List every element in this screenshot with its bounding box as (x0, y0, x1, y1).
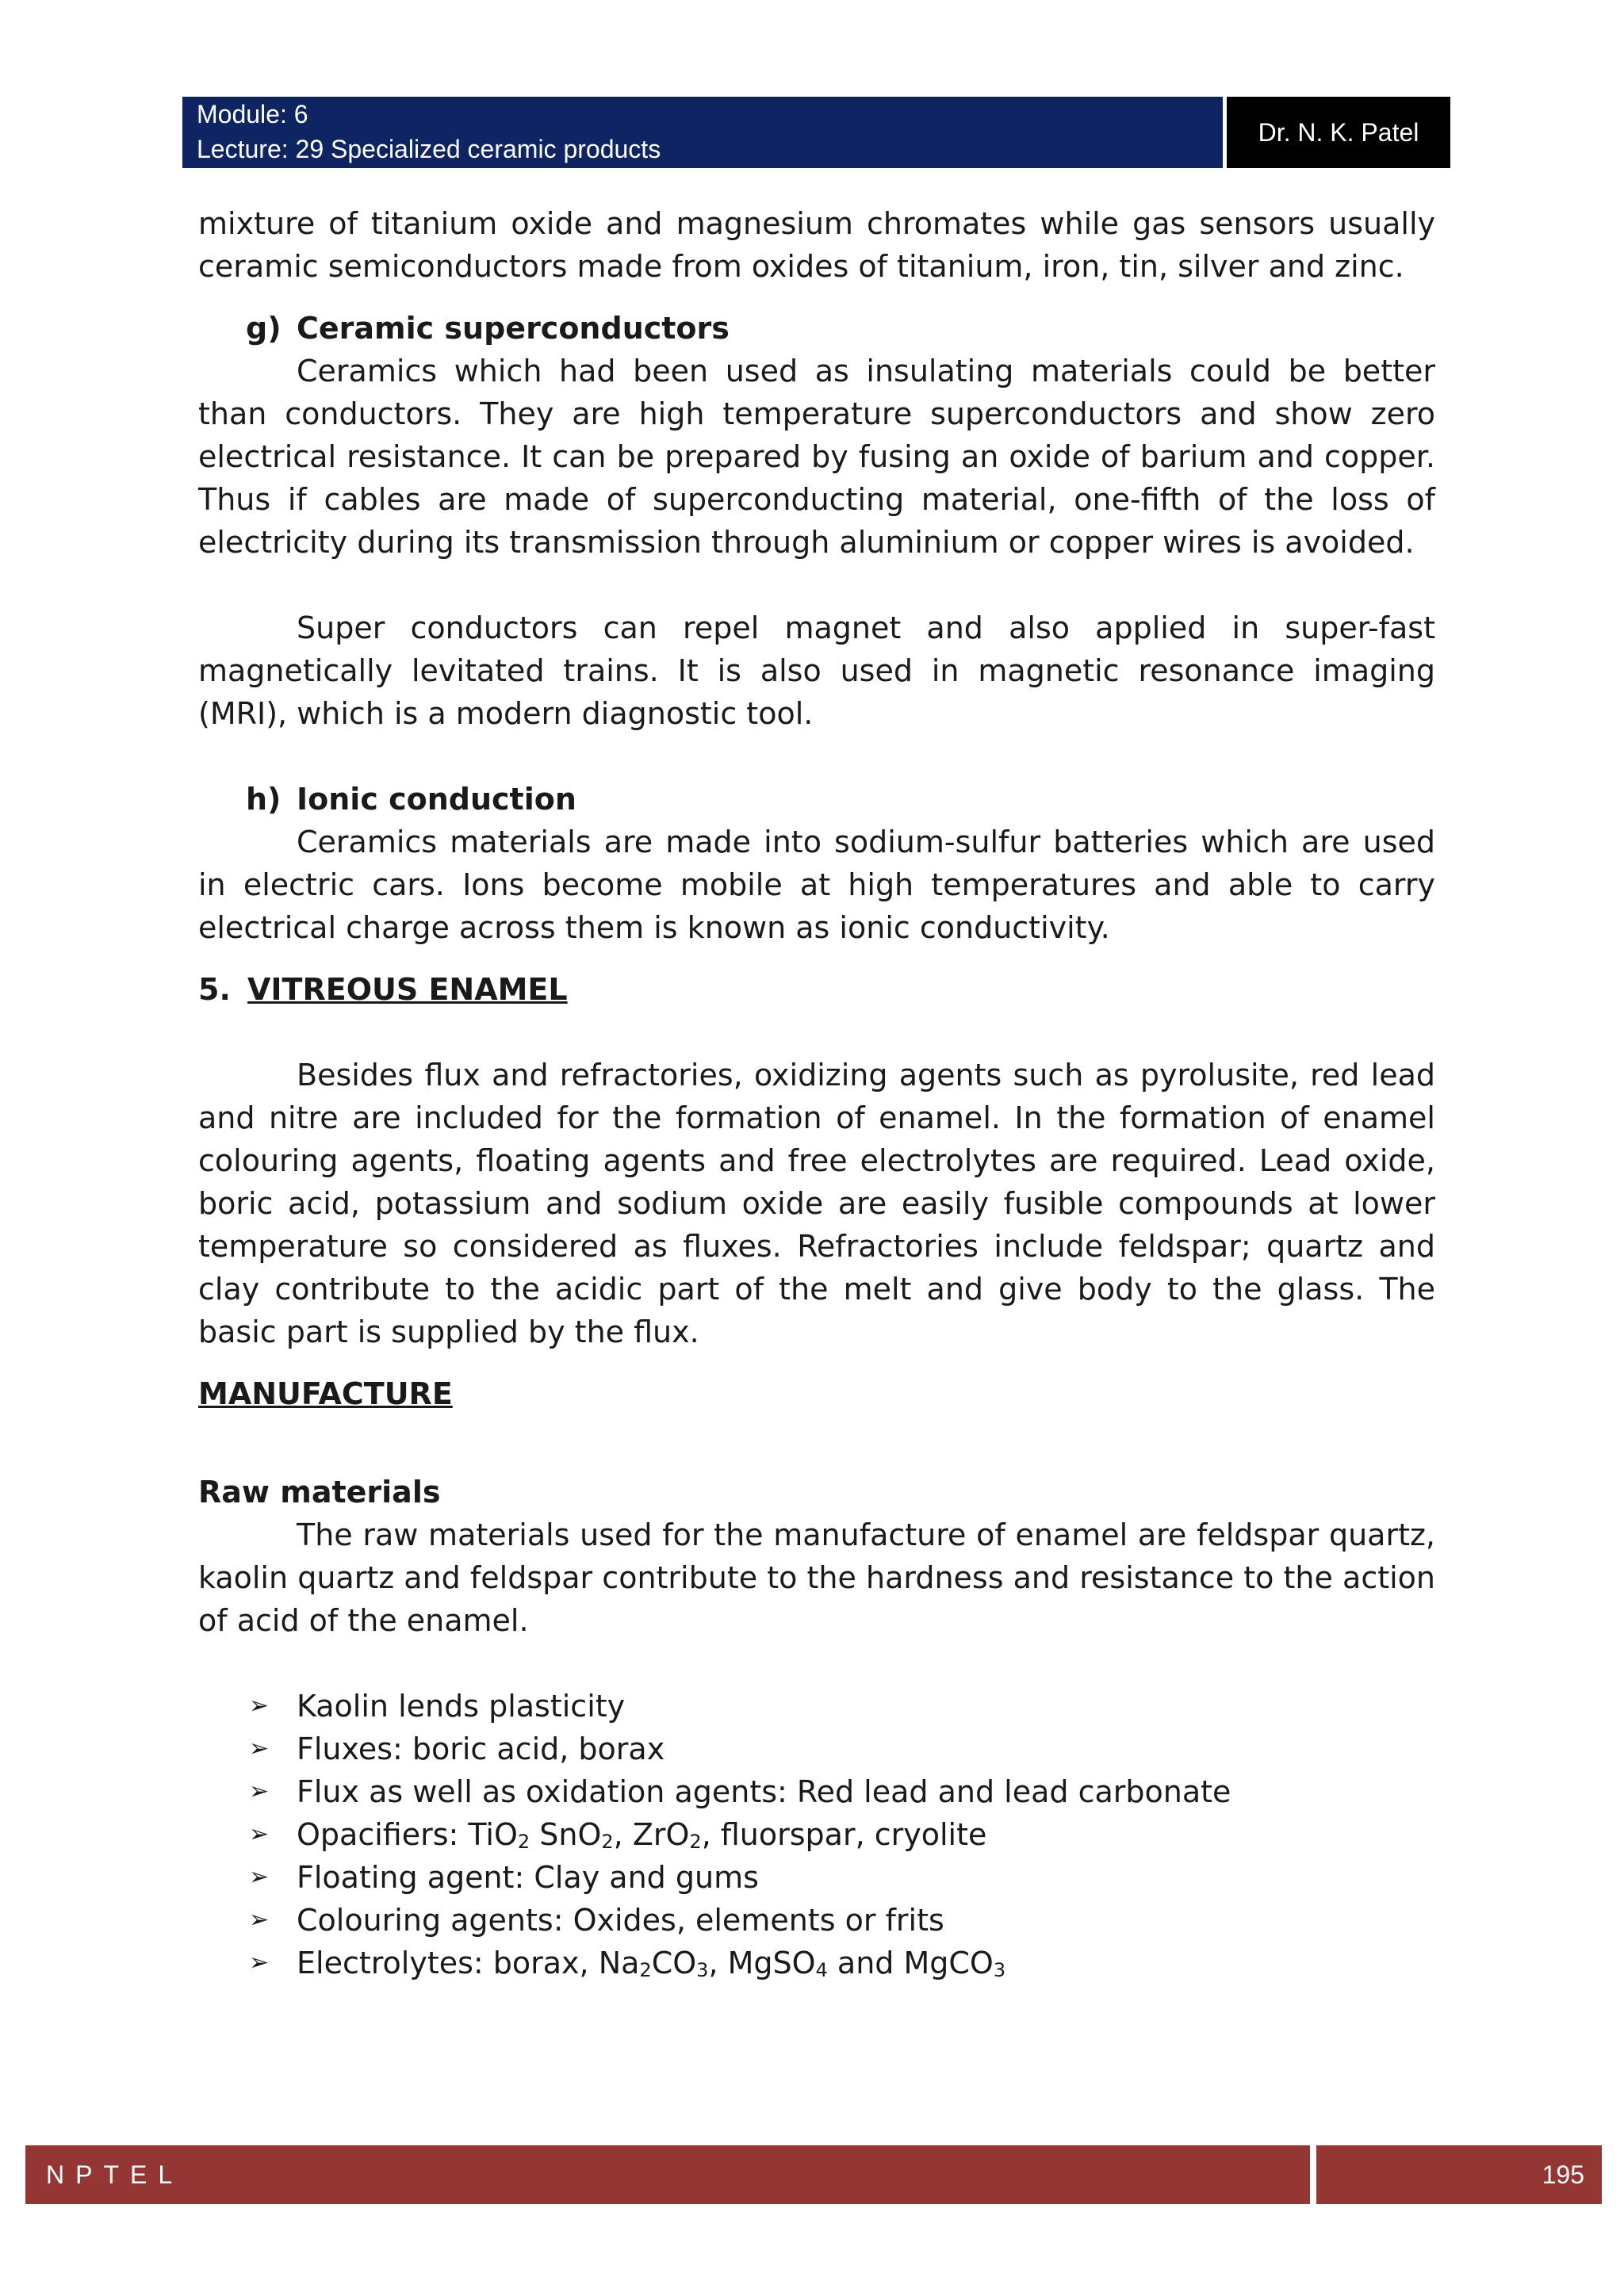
vitreous-enamel-paragraph: Besides flux and refractories, oxidizing agents such as pyrolusite, red lead and nitre are included for the formation of enamel. In the formation of enamel colouring agents, floating agents and free electrolytes are required. Lead oxide, boric acid, potassium and sodium oxide are easily fusible compounds at lower temperature so considered as fluxes. Refractories include feldspar; quartz and clay contribute to the acidic part of the melt and give body to the glass. The basic part is supplied by the flux. (198, 1058, 1435, 1349)
module-label: Module: 6 (197, 100, 308, 128)
list-item: ➢ Electrolytes: borax, $Na_2CO_3$, MgSO$_4$ and MgCO$_3$ (249, 1942, 1435, 1984)
section-title: VITREOUS ENAMEL (247, 972, 568, 1007)
arrow-bullet-icon: ➢ (249, 1777, 270, 1805)
heading-h-title: Ionic conduction (297, 782, 576, 817)
ionic-conduction-paragraph: Ceramics materials are made into sodium-sulfur batteries which are used in electric cars. Ions become mobile at high temperatures and able to carry electrical charge across them is known as ionic conductivity. (198, 825, 1435, 945)
list-item: ➢ Fluxes: boric acid, borax (249, 1728, 1435, 1770)
heading-h-label: h) (246, 782, 282, 817)
heading-g-title: Ceramic superconductors (297, 311, 730, 346)
heading-raw-materials: Raw materials (198, 1475, 441, 1510)
heading-g-label: g) (246, 311, 282, 346)
footer-page-box (1316, 2145, 1602, 2204)
list-item: ➢ Flux as well as oxidation agents: Red lead and lead carbonate (249, 1770, 1435, 1813)
raw-materials-paragraph: The raw materials used for the manufacture of enamel are feldspar quartz, kaolin quartz and feldspar contribute to the hardness and resistance to the action of acid of the enamel. (198, 1517, 1435, 1638)
heading-ceramic-superconductors (246, 307, 1435, 350)
heading-ionic-conduction (246, 778, 1435, 821)
page-content (198, 202, 1435, 1984)
arrow-bullet-icon: ➢ (249, 1949, 270, 1976)
superconductors-paragraph-2: Super conductors can repel magnet and also applied in super-fast magnetically levitated trains. It is also used in magnetic resonance imaging (MRI), which is a modern diagnostic tool. (198, 610, 1435, 731)
header-author-box (1227, 97, 1450, 168)
author-name: Dr. N. K. Patel (1258, 117, 1419, 147)
intro-paragraph: mixture of titanium oxide and magnesium chromates while gas sensors usually ceramic semiconductors made from oxides of titanium, iron, tin, silver and zinc. (198, 206, 1435, 284)
arrow-bullet-icon: ➢ (249, 1863, 270, 1891)
footer-label: NPTEL (46, 2160, 184, 2189)
lecture-label: Lecture: 29 Specialized ceramic products (197, 135, 661, 163)
footer-nptel-bar (25, 2145, 1310, 2204)
arrow-bullet-icon: ➢ (249, 1692, 270, 1720)
list-item: ➢ Colouring agents: Oxides, elements or frits (249, 1899, 1435, 1942)
section-number: 5. (198, 972, 231, 1007)
heading-manufacture: MANUFACTURE (198, 1376, 453, 1411)
superconductors-paragraph-1: Ceramics which had been used as insulating materials could be better than conductors. They are high temperature superconductors and show zero electrical resistance. It can be prepared by fusing an oxide of barium and copper. Thus if cables are made of superconducting material, one-fifth of the loss of electricity during its transmission through aluminium or copper wires is avoided. (198, 354, 1435, 560)
list-item: ➢ Opacifiers: TiO$_2$ SnO$_2$, ZrO$_2$, fluorspar, cryolite (249, 1813, 1435, 1856)
header-module-banner (182, 97, 1223, 168)
list-item: ➢ Floating agent: Clay and gums (249, 1856, 1435, 1899)
arrow-bullet-icon: ➢ (249, 1735, 270, 1762)
list-item: ➢ Kaolin lends plasticity (249, 1685, 1435, 1728)
arrow-bullet-icon: ➢ (249, 1906, 270, 1934)
page-number: 195 (1542, 2160, 1584, 2189)
raw-materials-list (198, 1685, 1435, 1984)
heading-vitreous-enamel (198, 968, 1435, 1011)
arrow-bullet-icon: ➢ (249, 1820, 270, 1848)
